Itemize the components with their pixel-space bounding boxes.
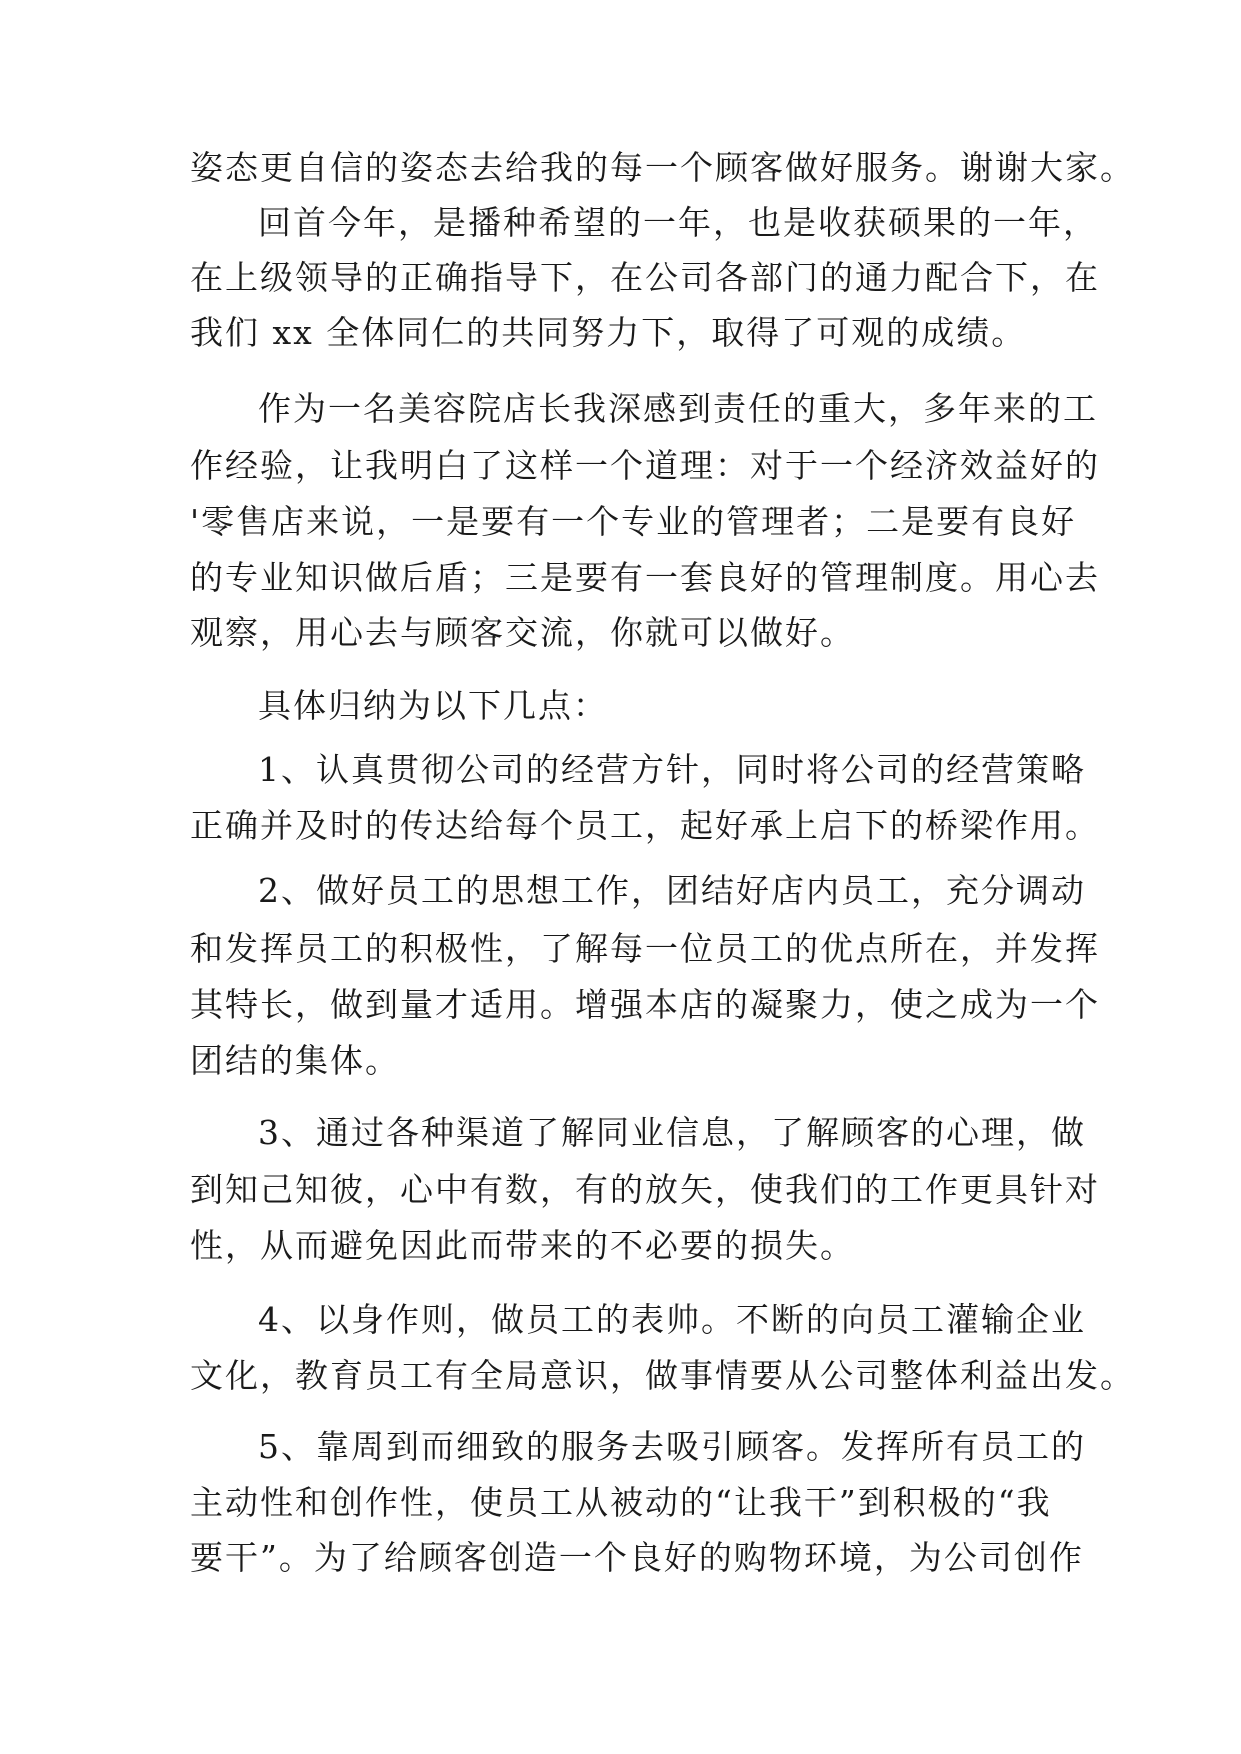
- paragraph-first-line: 4、以身作则，做员工的表帅。不断的向员工灌输企业: [258, 1300, 1086, 1339]
- text-line: 性，从而避免因此而带来的不必要的损失。: [190, 1226, 855, 1265]
- text-line: 到知己知彼，心中有数，有的放矢，使我们的工作更具针对: [190, 1170, 1100, 1209]
- text-line: 和发挥员工的积极性，了解每一位员工的优点所在，并发挥: [190, 929, 1100, 968]
- text-line: 姿态更自信的姿态去给我的每一个顾客做好服务。谢谢大家。: [190, 148, 1135, 187]
- text-line: 我们 xx 全体同仁的共同努力下，取得了可观的成绩。: [190, 313, 1027, 352]
- paragraph-first-line: 5、靠周到而细致的服务去吸引顾客。发挥所有员工的: [258, 1427, 1086, 1466]
- text-line: 文化，教育员工有全局意识，做事情要从公司整体利益出发。: [190, 1356, 1135, 1395]
- text-line: 在上级领导的正确指导下，在公司各部门的通力配合下，在: [190, 258, 1100, 297]
- text-line: 观察，用心去与顾客交流，你就可以做好。: [190, 613, 855, 652]
- text-line: 作经验，让我明白了这样一个道理：对于一个经济效益好的: [190, 446, 1100, 485]
- text-line: 正确并及时的传达给每个员工，起好承上启下的桥梁作用。: [190, 806, 1100, 845]
- text-line: '零售店来说，一是要有一个专业的管理者；二是要有良好: [190, 502, 1077, 541]
- paragraph-first-line: 回首今年，是播种希望的一年，也是收获硕果的一年，: [258, 203, 1098, 242]
- text-line: 团结的集体。: [190, 1041, 400, 1080]
- text-line: 主动性和创作性，使员工从被动的“让我干”到积极的“我: [190, 1483, 1052, 1522]
- text-line: 的专业知识做后盾；三是要有一套良好的管理制度。用心去: [190, 558, 1100, 597]
- paragraph-first-line: 具体归纳为以下几点：: [258, 686, 608, 725]
- paragraph-first-line: 2、做好员工的思想工作，团结好店内员工，充分调动: [258, 871, 1086, 910]
- text-line: 其特长，做到量才适用。增强本店的凝聚力，使之成为一个: [190, 985, 1100, 1024]
- paragraph-first-line: 3、通过各种渠道了解同业信息，了解顾客的心理，做: [258, 1113, 1086, 1152]
- paragraph-first-line: 作为一名美容院店长我深感到责任的重大，多年来的工: [258, 389, 1098, 428]
- paragraph-first-line: 1、认真贯彻公司的经营方针，同时将公司的经营策略: [258, 750, 1086, 789]
- text-line: 要干”。为了给顾客创造一个良好的购物环境，为公司创作: [190, 1538, 1084, 1577]
